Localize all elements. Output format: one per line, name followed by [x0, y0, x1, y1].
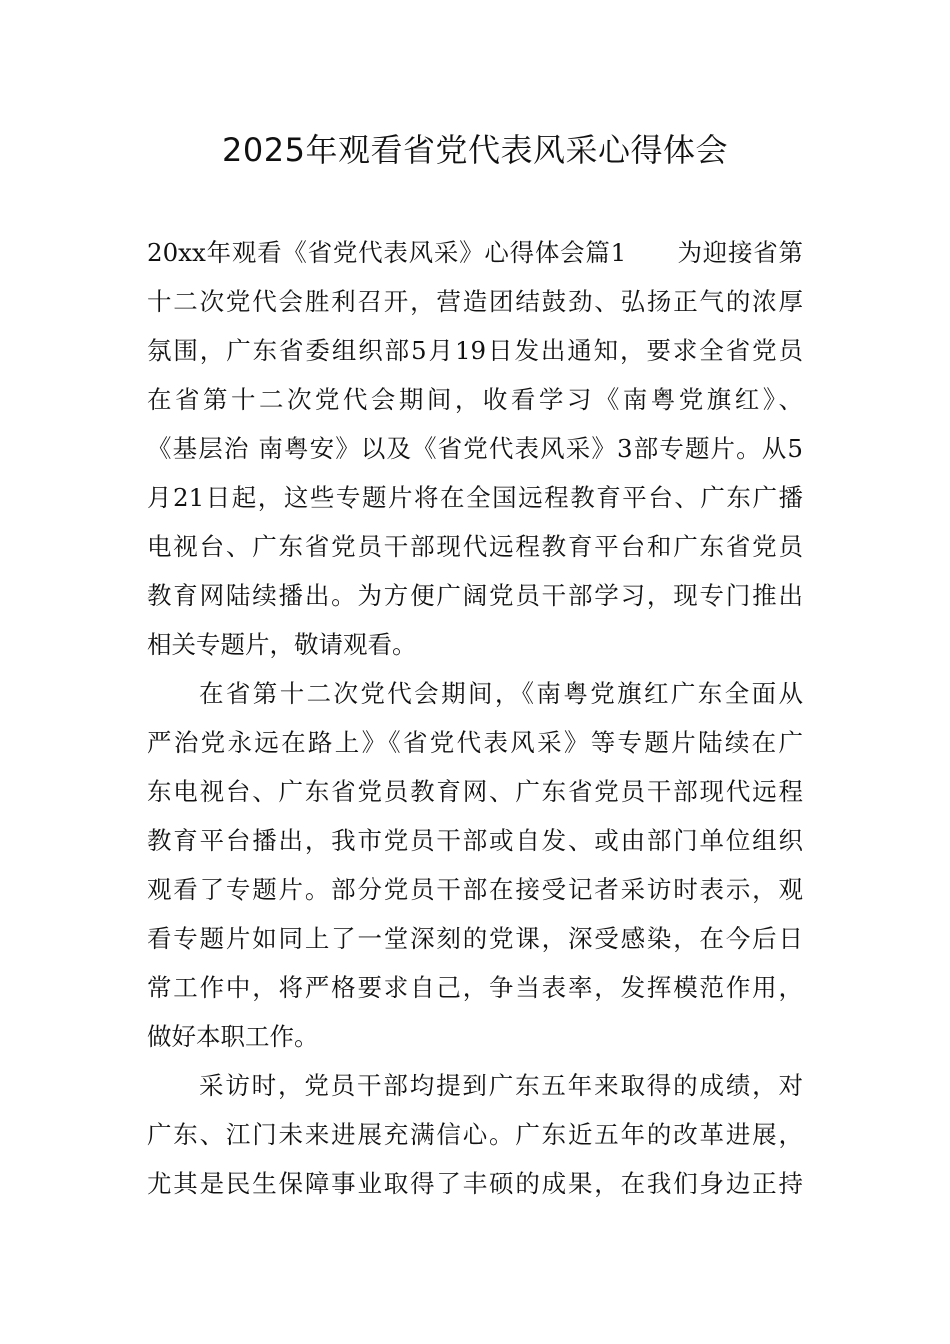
body-line: 广东、江门未来进展充满信心。广东近五年的改革进展，: [147, 1120, 803, 1149]
body-line: 尤其是民生保障事业取得了丰硕的成果，在我们身边正持: [147, 1169, 803, 1198]
body-line: 氛围，广东省委组织部5月19日发出通知，要求全省党员: [147, 336, 803, 365]
document-body: [147, 228, 803, 1208]
paragraph-first-line: 采访时，党员干部均提到广东五年来取得的成绩，对: [199, 1071, 803, 1100]
body-line: 相关专题片，敬请观看。: [147, 630, 417, 659]
body-line: 观看了专题片。部分党员干部在接受记者采访时表示，观: [147, 875, 803, 904]
body-line: 东电视台、广东省党员教育网、广东省党员干部现代远程: [147, 777, 803, 806]
body-line: 十二次党代会胜利召开，营造团结鼓劲、弘扬正气的浓厚: [147, 287, 803, 316]
body-line: 20xx年观看《省党代表风采》心得体会篇1 为迎接省第: [147, 238, 803, 267]
body-line: 在省第十二次党代会期间，收看学习《南粤党旗红》、: [147, 385, 803, 414]
body-line: 电视台、广东省党员干部现代远程教育平台和广东省党员: [147, 532, 803, 561]
body-line: 月21日起，这些专题片将在全国远程教育平台、广东广播: [147, 483, 803, 512]
document-title: 2025年观看省党代表风采心得体会: [222, 131, 728, 169]
body-line: 常工作中，将严格要求自己，争当表率，发挥模范作用，: [147, 973, 803, 1002]
body-line: 看专题片如同上了一堂深刻的党课，深受感染，在今后日: [147, 924, 803, 953]
body-line: 教育网陆续播出。为方便广阔党员干部学习，现专门推出: [147, 581, 803, 610]
paragraph-first-line: 在省第十二次党代会期间，《南粤党旗红广东全面从: [199, 679, 803, 708]
body-line: 做好本职工作。: [147, 1022, 319, 1051]
body-line: 教育平台播出，我市党员干部或自发、或由部门单位组织: [147, 826, 803, 855]
body-line: 《基层治 南粤安》以及《省党代表风采》3部专题片。从5: [147, 434, 803, 463]
body-line: 严治党永远在路上》《省党代表风采》等专题片陆续在广: [147, 728, 803, 757]
